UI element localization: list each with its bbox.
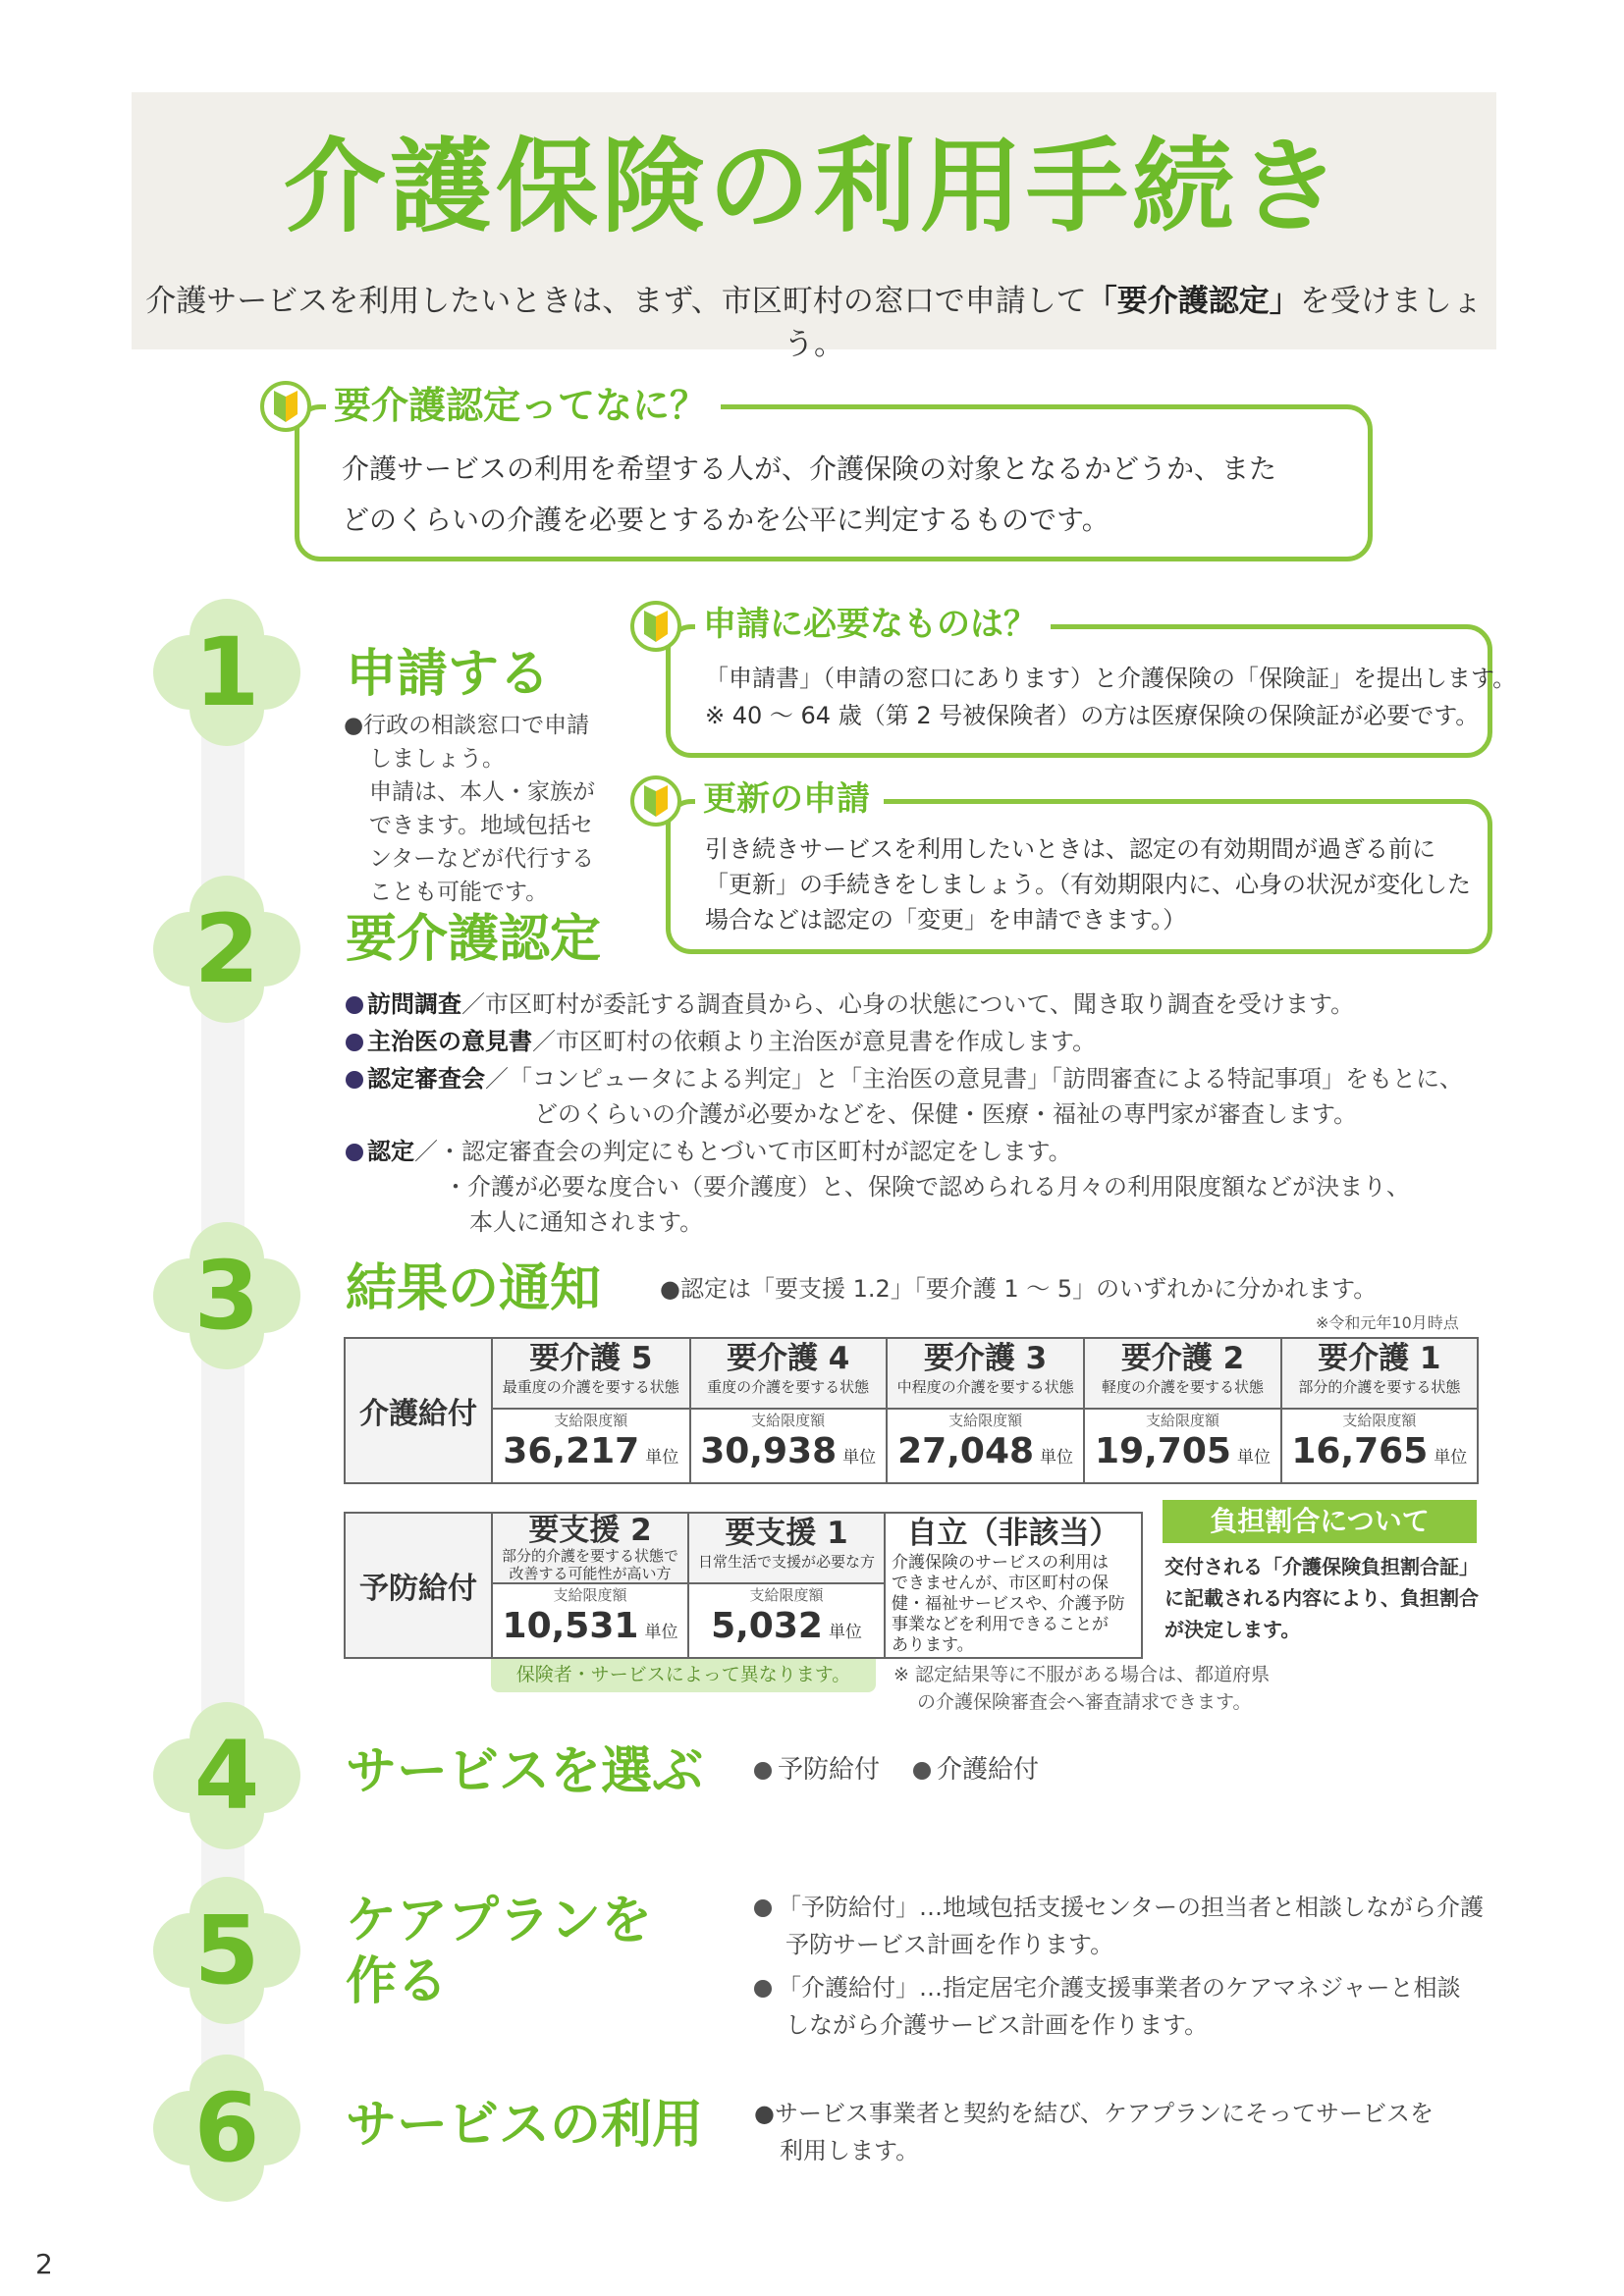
what-box-title: 要介護認定ってなに？ — [326, 383, 721, 428]
prevent-row-label: 予防給付 — [345, 1513, 492, 1658]
independent-title: 自立（非該当） — [906, 1516, 1120, 1551]
burden-title: 負担割合について — [1210, 1505, 1430, 1537]
step-4-title: サービスを選ぶ — [346, 1742, 704, 1801]
bullet-icon — [754, 1899, 772, 1917]
table-date-note: ※令和元年10月時点 — [1316, 1313, 1459, 1332]
independent-cell — [884, 1512, 1143, 1659]
burden-text: 交付される「介護保険負担割合証」 に記載される内容により、負担割合 が決定します。 — [1164, 1555, 1479, 1641]
step-5-number: 5 — [193, 1896, 260, 2005]
step-3-title: 結果の通知 — [346, 1259, 602, 1318]
step-1-line2: しましょう。 — [369, 746, 505, 772]
step-6-line1: ●サービス事業者と契約を結び、ケアプランにそってサービスを — [754, 2100, 1434, 2127]
step-4-number: 4 — [193, 1721, 260, 1831]
prevention-benefit-table — [344, 1512, 886, 1659]
page-subtitle: 介護サービスを利用したいときは、まず、市区町村の窓口で申請して「要介護認定」を受けましょう。 — [145, 284, 1483, 362]
step-1-line6: ことも可能です。 — [369, 880, 549, 905]
page-title: 介護保険の利用手続き — [283, 127, 1344, 246]
care-level-2-header: 要介護 2 軽度の介護を要する状態 — [1084, 1338, 1280, 1409]
step-1-title: 申請する — [346, 645, 551, 704]
step-1-line1: ●行政の相談窓口で申請 — [344, 713, 590, 738]
step-2-item-certify-cont2: 本人に通知されます。 — [469, 1208, 704, 1236]
bullet-icon — [754, 1980, 772, 1998]
care-level-4-header: 要介護 4 重度の介護を要する状態 — [690, 1338, 887, 1409]
bullet-icon — [346, 1034, 363, 1051]
care-level-3-header: 要介護 3 中程度の介護を要する状態 — [887, 1338, 1085, 1409]
step-2-item-certify-cont1: ・介護が必要な度合い（要介護度）と、保険で認められる月々の利用限度額などが決まり、 — [444, 1173, 1410, 1201]
bullet-icon — [913, 1762, 931, 1780]
step-6-number: 6 — [193, 2073, 260, 2183]
bullet-icon — [346, 996, 363, 1014]
beginner-leaf-icon — [630, 775, 681, 827]
needed-box-line1: 「申請書」（申請の窓口にあります）と介護保険の「保険証」を提出します。 — [705, 665, 1517, 692]
what-box-line2: どのくらいの介護を必要とするかを公平に判定するものです。 — [342, 504, 1110, 536]
step-6-line2: 利用します。 — [780, 2137, 920, 2164]
what-box-line1: 介護サービスの利用を希望する人が、介護保険の対象となるかどうか、また — [342, 453, 1277, 485]
renewal-box-title: 更新の申請 — [695, 776, 884, 822]
page-number: 2 — [35, 2248, 53, 2280]
step-5-care-plan: 「介護給付」…指定居宅介護支援事業者のケアマネジャーと相談 — [754, 1969, 1461, 2006]
independent-text: 介護保険のサービスの利用は できませんが、市区町村の保 健・福祉サービスや、介護予防 事業などを利用できることが あります。 — [892, 1553, 1125, 1655]
step-2-number: 2 — [193, 894, 260, 1004]
needed-box-title: 申請に必要なものは？ — [695, 602, 1051, 647]
step-1-line3: 申請は、本人・家族が — [369, 779, 595, 805]
renewal-box-line3: 場合などは認定の「変更」を申請できます。） — [705, 906, 1187, 934]
needed-box-line2: ※ 40 ～ 64 歳（第 2 号被保険者）の方は医療保険の保険証が必要です。 — [705, 702, 1480, 729]
renewal-box-line1: 引き続きサービスを利用したいときは、認定の有効期間が過ぎる前に — [705, 835, 1435, 863]
appeal-note-line1: ※ 認定結果等に不服がある場合は、都道府県 — [893, 1664, 1270, 1685]
step-6-title: サービスの利用 — [346, 2096, 704, 2155]
renewal-box-line2: 「更新」の手続きをしましょう。（有効期限内に、心身の状況が変化した — [705, 871, 1471, 898]
step-3-note: ●認定は「要支援 1.2」「要介護 1 ～ 5」のいずれかに分かれます。 — [660, 1275, 1378, 1303]
step-5-prevent-plan-cont: 予防サービス計画を作ります。 — [785, 1931, 1114, 1958]
step-5-care-plan-cont: しながら介護サービス計画を作ります。 — [785, 2011, 1209, 2039]
step-2-item-doctor: 主治医の意見書／市区町村の依頼より主治医が意見書を作成します。 — [346, 1025, 1096, 1058]
step-4-options: 予防給付 介護給付 — [754, 1753, 1039, 1787]
step-1-line4: できます。地域包括セ — [369, 813, 594, 838]
step-1-number: 1 — [193, 617, 260, 727]
care-level-5-header: 要介護 5 最重度の介護を要する状態 — [492, 1338, 690, 1409]
care-level-4-limit: 支給限度額 30,938 単位 — [690, 1409, 887, 1483]
step-2-item-visit: 訪問調査／市区町村が委託する調査員から、心身の状態について、聞き取り調査を受けます。 — [346, 988, 1354, 1021]
beginner-leaf-icon — [630, 601, 681, 652]
care-benefit-table — [344, 1337, 1479, 1484]
support-level-1-limit: 支給限度額 5,032 単位 — [688, 1583, 885, 1658]
support-level-2-header: 要支援 2 部分的介護を要する状態で 改善する可能性が高い方 — [492, 1513, 688, 1583]
support-level-1-header: 要支援 1 日常生活で支援が必要な方 — [688, 1513, 885, 1583]
step-1-line5: ンターなどが代行する — [369, 846, 595, 872]
care-level-1-header: 要介護 1 部分的介護を要する状態 — [1281, 1338, 1478, 1409]
support-level-2-limit: 支給限度額 10,531 単位 — [492, 1583, 688, 1658]
beginner-leaf-icon — [260, 381, 311, 432]
bullet-icon — [346, 1071, 363, 1089]
care-level-1-limit: 支給限度額 16,765 単位 — [1281, 1409, 1478, 1483]
appeal-note-line2: の介護保険審査会へ審査請求できます。 — [917, 1691, 1252, 1713]
step-2-item-committee: 認定審査会／「コンピュータによる判定」と「主治医の意見書」「訪問審査による特記事項」をもとに、 — [346, 1062, 1463, 1095]
insurer-note: 保険者・サービスによって異なります。 — [515, 1664, 851, 1685]
care-level-3-limit: 支給限度額 27,048 単位 — [887, 1409, 1085, 1483]
step-5-title-line2: 作る — [346, 1952, 449, 2011]
step-5-prevent-plan: 「予防給付」…地域包括支援センターの担当者と相談しながら介護 — [754, 1889, 1484, 1926]
step-3-number: 3 — [193, 1241, 260, 1351]
step-5-title-line1: ケアプランを — [346, 1892, 653, 1950]
bullet-icon — [754, 1762, 772, 1780]
bullet-icon — [346, 1144, 363, 1161]
care-level-5-limit: 支給限度額 36,217 単位 — [492, 1409, 690, 1483]
step-2-title: 要介護認定 — [346, 910, 602, 969]
care-level-2-limit: 支給限度額 19,705 単位 — [1084, 1409, 1280, 1483]
step-2-item-committee-cont: どのくらいの介護が必要かなどを、保健・医療・福祉の専門家が審査します。 — [534, 1100, 1358, 1128]
care-row-label: 介護給付 — [345, 1338, 492, 1483]
step-2-item-certify: 認定／・認定審査会の判定にもとづいて市区町村が認定をします。 — [346, 1135, 1072, 1168]
